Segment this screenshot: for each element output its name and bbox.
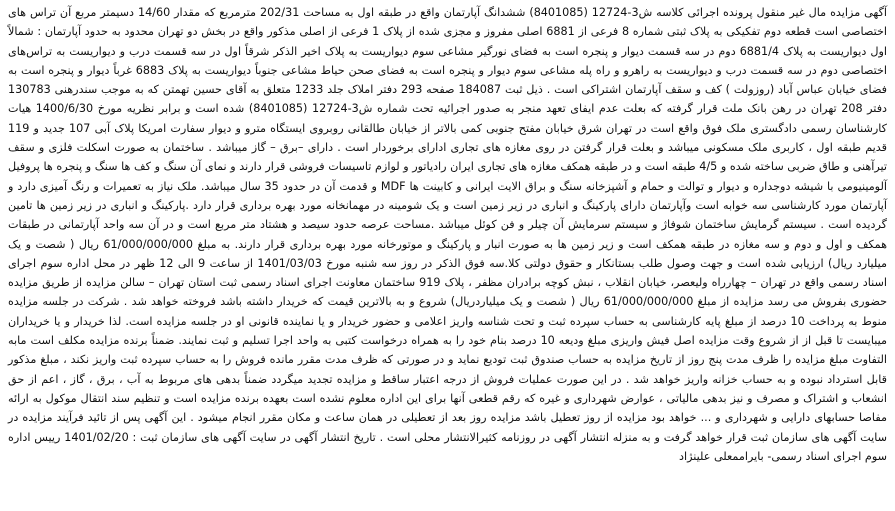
auction-notice-text: آگهی مزایده مال غیر منقول پرونده اجرائی کلاسه ش3-12724 (8401085) ششدانگ آپارتمان واقع در طبقه اول به مساحت 202/31 مترمربع که مقدار 14/60 دسیمتر مربع آن تراس های اختصاصی است قطعه دوم تفکیکی به پلاک ثبتی شماره 8 فرعی از 6881 اصلی مفروز و مجزی شده از پلاک 1 فرعی از اصلی مذکور واقع در بخش دو تهران محدود به حدود آپارتمان : شمالاً اول دیواریست به پلاک 6881/4 دوم در سه قسمت دیوار و پنجره است به فضای نورگیر مشاعی سوم دیواریست به پلاک اخیر الذکر شرقاً اول در سه قسمت درب و دیواریست به تراس‌های اختصاصی دوم در سه قسمت درب و دیواریست به راهرو و راه پله مشاعی سوم دیوار و پنجره است به فضای صحن حیاط مشاعی جنوباً دیواریست به پلاک 6883 غرباً دیوار و پنجره است به فضای خیابان عباس آباد (روزولت ) کف و سقف آپارتمان اشتراکی است . ذیل ثبت 184087 صفحه 293 دفتر املاک جلد 1233 متعلق به آقای حسین تهمتن که به موجب سندرهنی 130783 دفتر 208 تهران در رهن بانک ملت قرار گرفته که بعلت عدم ایفای تعهد منجر به صدور اجرائیه تحت شماره ش3-12724 (8401085) شده است و برابر نظریه مورخ 1400/6/30 هیات کارشناسان رسمی دادگستری ملک فوق واقع است در تهران شرق خیابان مفتح جنوبی کمی بالاتر از خیابان طالقانی روبروی ایستگاه مترو و دیوار سفارت امریکا پلاک آبی 107 جدید و 119 قدیم طبقه اول ، کاربری ملک مسکونی میباشد و بعلت قرار گرفتن در روی مغازه های تجاری ادارای برخوردار است . دارای –برق – گاز میباشد . ساختمان به صورت اسکلت فلزی و سقف تیرآهنی و طاق ضربی ساخته شده و 4/5 طبقه است و در طبقه همکف مغازه های تجاری ایران رادیاتور و لوازم تاسیسات فروشی قرار دارند و نمای آن سنگ و کف ها سنگ و پنجره ها پروفیل آلومینیومی با شیشه دوجداره و دیوار و توالت و حمام و آشپزخانه سنگ و براق الایت ایرانی و کابینت ها MDF و قدمت آن در حدود 35 سال میباشد. ملک نیاز به تعمیرات و رنگ آمیزی دارد و آپارتمان مورد کارشناسی سه خوابه است وآپارتمان دارای پارکینگ و انباری در زیر زمین است و یک شومینه در مهمانخانه مورد بهره برداری قرار دارد .پارکینگ و انباری در زیر زمین ها تامین گردیده است . سیستم گرمایش ساختمان شوفاژ و سیستم سرمایش آن چیلر و فن کوئل میباشد .مساحت عرصه حدود سیصد و هشتاد متر مربع است و در آن سه واحد آپارتمانی در طبقات همکف و اول و دوم و سه مغازه در طبقه همکف است و زیر زمین ها به صورت انبار و پارکینگ و موتورخانه مورد بهره برداری قرار دارند. به مبلغ 61/000/000/000 ریال ( شصت و یک میلیارد ریال) ارزیابی شده است و جهت وصول طلب بستانکار و حقوق دولتی کلا.سه فوق الذکر در روز سه شنبه مورخ 1401/03/03 از ساعت 9 الی 12 ظهر در محل اداره سوم اجرای اسناد رسمی واقع در تهران – چهارراه ولیعصر، خیابان انقلاب ، نبش کوچه برادران مظفر ، پلاک 919 ساختمان معاونت اجرای اسناد رسمی ثبت استان تهران – سالن مزایده از طریق مزایده حضوری بفروش می رسد مزایده از مبلغ 61/000/000/000 ریال ( شصت و یک میلیاردریال) شروع و به بالاترین قیمت که خریدار داشته باشد فروخته خواهد شد . شرکت در جلسه مزایده منوط به پرداخت 10 درصد از مبلغ پایه کارشناسی به حساب سپرده ثبت و تحت شناسه واریز اعلامی و حضور خریدار و یا نماینده قانونی او در جلسه مزایده است. لذا خریدار و یا خریداران میبایست تا قبل از از شروع وقت مزایده اصل فیش واریزی مبلغ ودیعه 10 درصد بنام خود را به همراه درخواست کتبی به واحد اجرا تسلیم و ثبت نمایند. ضمناً برنده مزایده مکلف است مابه التفاوت مبلغ مزایده را ظرف مدت پنج روز از تاریخ مزایده به حساب صندوق ثبت تودیع نماید و در صورتی که ظرف مدت مقرر مانده فروش را به حساب سپرده ثبت واریز نکند ، مبلغ مذکور قابل استرداد نبوده و به حساب خزانه واریز خواهد شد . در این صورت عملیات فروش از درجه اعتبار ساقط و مزایده تجدید میگردد ضمناً بدهی های مربوط به آب ، برق ، گاز ، اعم از حق انشعاب و اشتراک و مصرف و نیز بدهی مالیاتی ، عوارض شهرداری و غیره که رقم قطعی آنها برای این اداره معلوم نشده است بعهده برنده مزایده است و تنظیم سند انتقال موکول به ارائه مفاصا حسابهای دارایی و شهرداری و ... خواهد بود مزایده از روز تعطیل باشد مزایده روز بعد از تعطیلی در همان ساعت و مکان مقرر انجام میشود . این آگهی پس از تائید فرآیند مزایده در سایت آگهی های سازمان ثبت قرار خواهد گرفت و به منزله انتشار آگهی در روزنامه کثیرالانتشار محلی است . تاریخ انتشار آگهی در سایت آگهی های سازمان ثبت : 1401/02/20 رییس اداره سوم اجرای اسناد رسمی- بایراممعلی علینژاد: [8, 6, 888, 463]
